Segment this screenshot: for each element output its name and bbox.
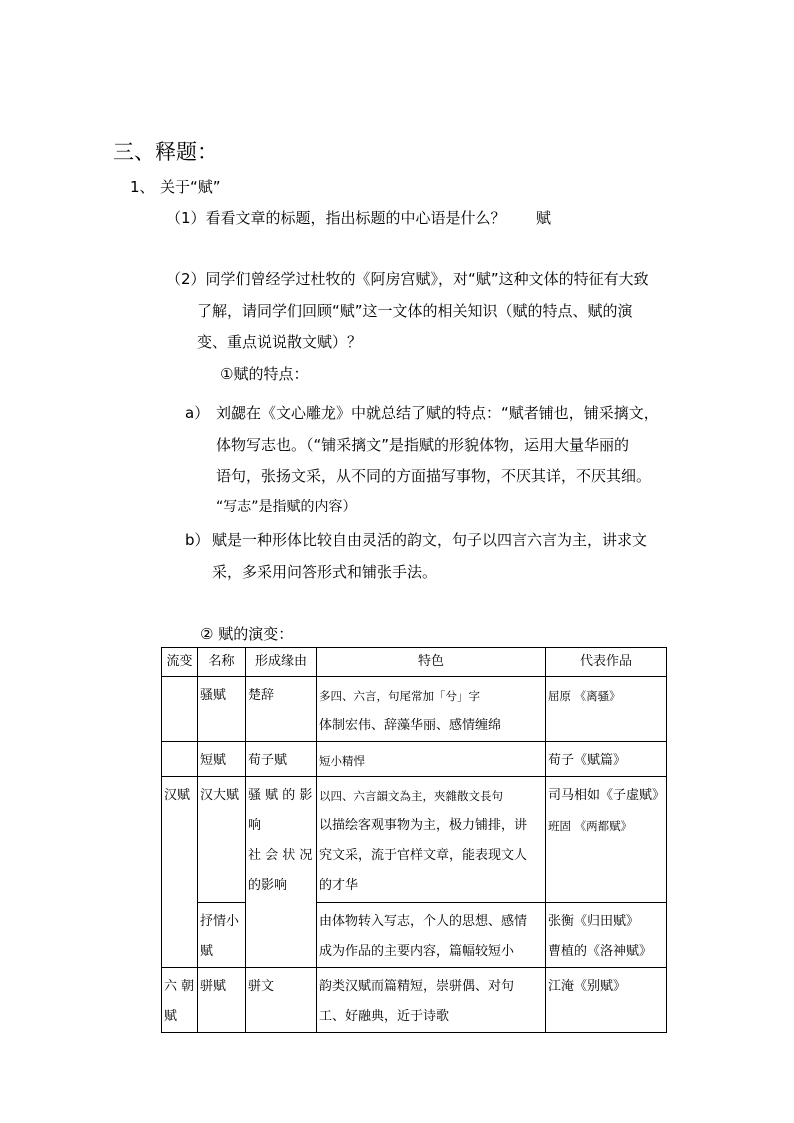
question-2-line-1: （2）同学们曾经学过杜牧的《阿房宫赋》，对“赋”这种文体的特征有大致 — [166, 270, 649, 288]
cell-stage: 六 朝赋 — [162, 968, 198, 1033]
works-line: 曹植的《洛神赋》 — [548, 944, 653, 959]
cell-name: 汉大赋 — [198, 777, 246, 903]
cell-stage: 汉赋 — [162, 777, 198, 968]
header-stage: 流变 — [162, 648, 198, 677]
cell-origin: 楚辞 — [246, 677, 317, 742]
origin-line: 的影响 — [248, 878, 288, 893]
cell-features: 短小精悍 — [317, 742, 546, 777]
point-a-line-2: 体物写志也。（“铺采摛文”是指赋的形貌体物，运用大量华丽的 — [216, 436, 630, 454]
origin-line: 社 会 状 况 — [248, 848, 313, 863]
point-a-line-1: 刘勰在《文心雕龙》中就总结了赋的特点：“赋者铺也，铺采摛文， — [216, 404, 659, 422]
feature-line: 工、好融典，近于诗歌 — [319, 1009, 450, 1024]
evolution-title: ② 赋的演变： — [200, 625, 294, 643]
feature-line: 韵类汉赋而篇精短，崇骈偶、对句 — [319, 979, 515, 994]
features-title: ①赋的特点： — [220, 365, 309, 383]
feature-line: 多四、六言，句尾常加「兮」字 — [319, 689, 480, 703]
cell-name: 抒情小赋 — [198, 903, 246, 968]
point-b-marker: b） — [185, 531, 210, 549]
feature-line: 由体物转入写志，个人的思想、感情 — [319, 914, 528, 929]
feature-line: 体制宏伟、辞藻华丽、感情缠绵 — [319, 718, 502, 733]
cell-origin — [246, 777, 317, 968]
origin-line: 骚 赋 的 影响 — [248, 788, 313, 833]
table-row — [162, 742, 667, 777]
cell-name: 骚赋 — [198, 677, 246, 742]
cell-stage — [162, 742, 198, 777]
feature-line: 以描绘客观事物为主，极力铺排，讲 — [319, 818, 528, 833]
evolution-table — [161, 647, 667, 1033]
table-row — [162, 777, 667, 903]
works-line: 司马相如《子虚赋》 — [548, 788, 666, 803]
cell-name: 短赋 — [198, 742, 246, 777]
header-origin: 形成缘由 — [246, 648, 317, 677]
cell-works: 江淹《别赋》 — [546, 968, 667, 1033]
cell-features — [317, 677, 546, 742]
question-1-answer: 赋 — [536, 209, 552, 227]
cell-features — [317, 968, 546, 1033]
feature-line: 以四、六言韻文為主，夾雜散文長句 — [319, 789, 503, 803]
works-line: 班固 《两都赋》 — [548, 819, 633, 833]
cell-works: 屈原 《离骚》 — [546, 677, 667, 742]
feature-line: 成为作品的主要内容，篇幅较短小 — [319, 944, 515, 959]
point-a-line-4: “写志”是指赋的内容） — [216, 499, 357, 515]
header-name: 名称 — [198, 648, 246, 677]
point-b-line-2: 采，多采用问答形式和铺张手法。 — [212, 563, 438, 581]
point-b-line-1: 赋是一种形体比较自由灵活的韵文，句子以四言六言为主，讲求文 — [212, 531, 648, 549]
table-row — [162, 903, 667, 968]
table-row — [162, 677, 667, 742]
table-row — [162, 968, 667, 1033]
question-2-line-2: 了解，请同学们回顾“赋”这一文体的相关知识（赋的特点、赋的演 — [197, 302, 633, 320]
cell-origin: 骈文 — [246, 968, 317, 1033]
header-features: 特色 — [317, 648, 546, 677]
point-a-line-3: 语句，张扬文采，从不同的方面描写事物，不厌其详，不厌其细。 — [216, 467, 652, 485]
cell-name: 骈赋 — [198, 968, 246, 1033]
cell-features — [317, 777, 546, 903]
table-header-row — [162, 648, 667, 677]
cell-features — [317, 903, 546, 968]
header-works: 代表作品 — [546, 648, 667, 677]
cell-origin: 荀子赋 — [246, 742, 317, 777]
section-title: 三、释题： — [113, 140, 218, 164]
cell-works — [546, 903, 667, 968]
point-a-marker: a） — [185, 404, 210, 422]
works-line: 张衡《归田赋》 — [548, 914, 640, 929]
cell-stage — [162, 677, 198, 742]
item-label: 关于“赋” — [160, 178, 221, 196]
cell-works: 荀子《赋篇》 — [546, 742, 667, 777]
item-number: 1、 — [130, 178, 155, 196]
cell-works — [546, 777, 667, 903]
question-2-line-3: 变、重点说说散文赋）？ — [197, 333, 363, 351]
feature-line: 究文采，流于官样文章，能表现文人 — [319, 848, 528, 863]
question-1: （1）看看文章的标题，指出标题的中心语是什么？ — [166, 209, 506, 227]
feature-line: 的才华 — [319, 878, 359, 893]
